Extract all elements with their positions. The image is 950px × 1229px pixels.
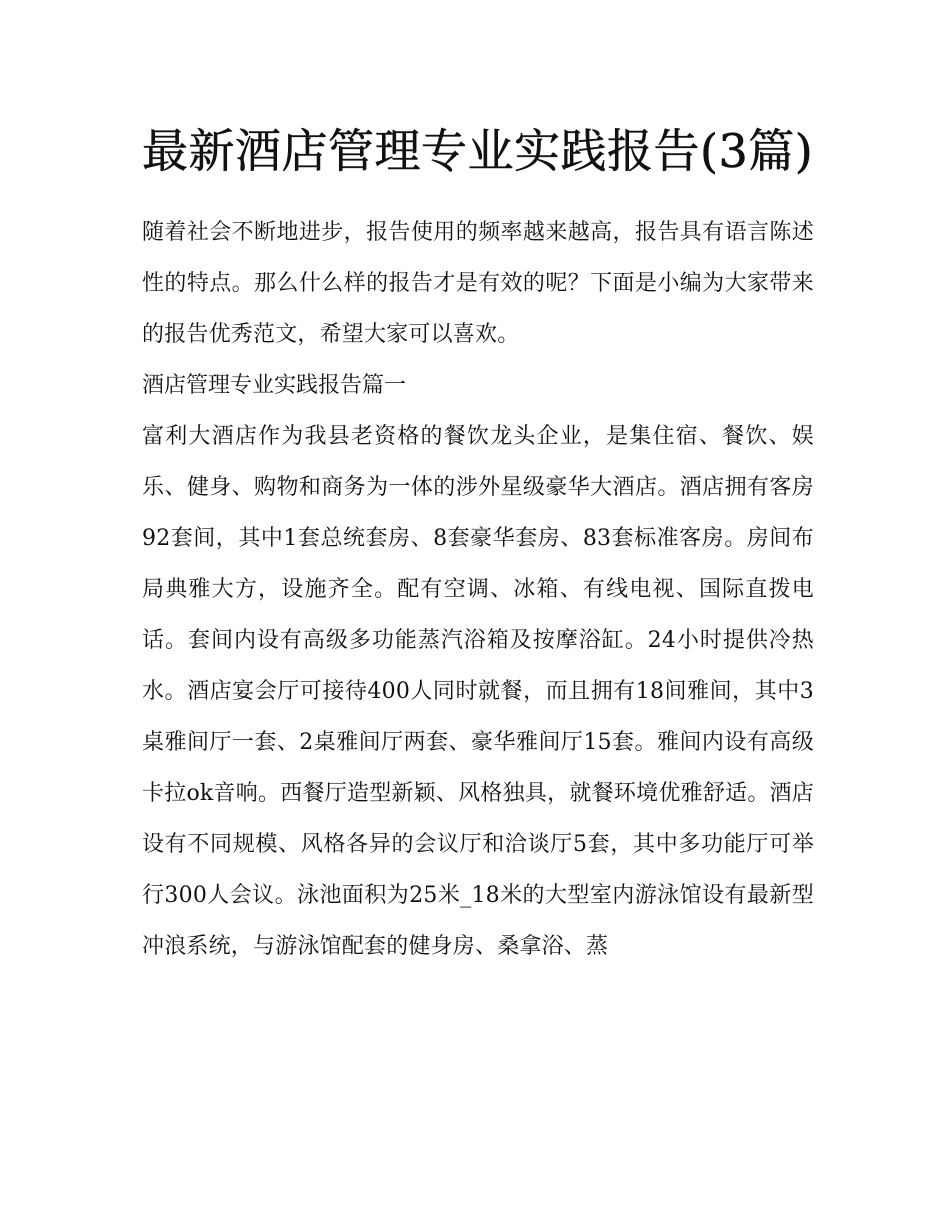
intro-paragraph: 随着社会不断地进步，报告使用的频率越来越高，报告具有语言陈述性的特点。那么什么样的报告才是有效的呢？下面是小编为大家带来的报告优秀范文，希望大家可以喜欢。 — [142, 220, 814, 347]
document-title: 最新酒店管理专业实践报告(3篇) — [142, 124, 814, 178]
document-content — [142, 112, 814, 972]
section-body-paragraph: 富利大酒店作为我县老资格的餐饮龙头企业，是集住宿、餐饮、娱乐、健身、购物和商务为一体的涉外星级豪华大酒店。酒店拥有客房92套间，其中1套总统套房、8套豪华套房、83套标准客房。房间布局典雅大方，设施齐全。配有空调、冰箱、有线电视、国际直拨电话。套间内设有高级多功能蒸汽浴箱及按摩浴缸。24小时提供冷热水。酒店宴会厅可接待400人同时就餐，而且拥有18间雅间，其中3桌雅间厅一套、2桌雅间厅两套、豪华雅间厅15套。雅间内设有高级卡拉ok音响。西餐厅造型新颖、风格独具，就餐环境优雅舒适。酒店设有不同规模、风格各异的会议厅和洽谈厅5套，其中多功能厅可举行300人会议。泳池面积为25米_18米的大型室内游泳馆设有最新型冲浪系统，与游泳馆配套的健身房、桑拿浴、蒸 — [142, 424, 814, 959]
section-heading: 酒店管理专业实践报告篇一 — [142, 373, 407, 398]
